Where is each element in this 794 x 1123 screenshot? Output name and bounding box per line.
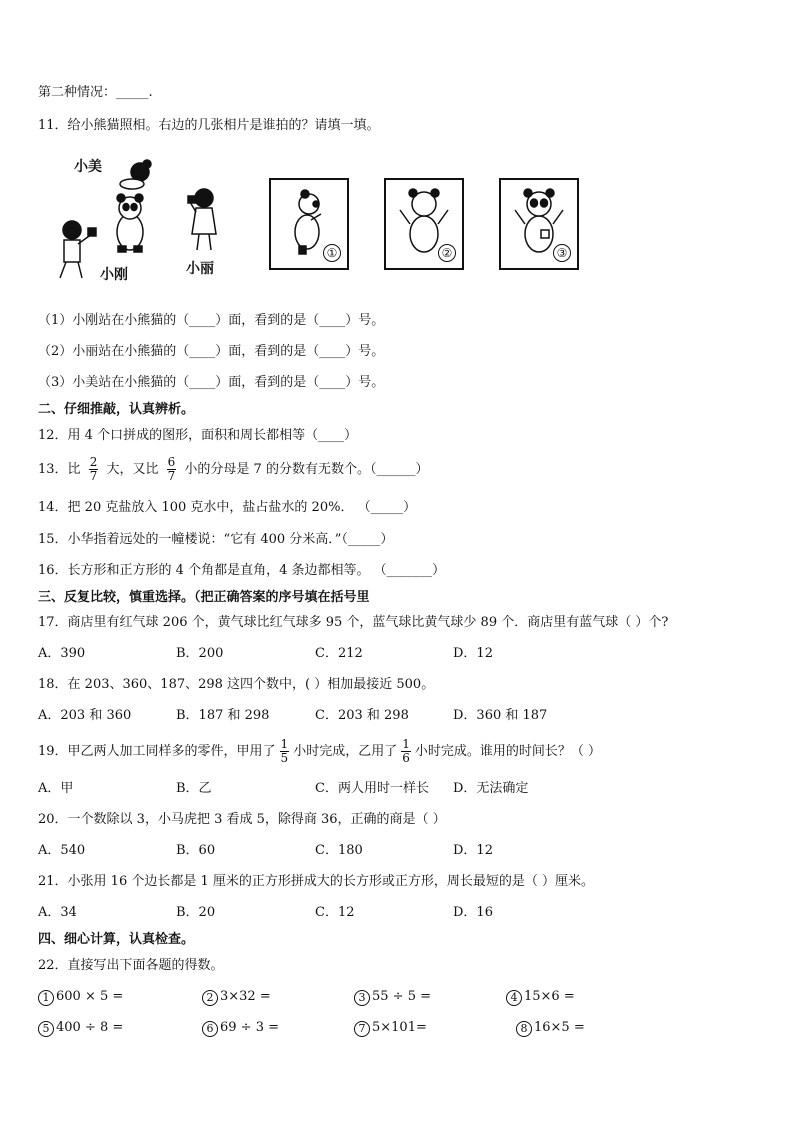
calc-expression-1: 600 × 5 =: [56, 989, 124, 1004]
q13-pre: 13．比: [38, 462, 81, 477]
question-18: 18．在 203、360、187、298 这四个数中，( ）相加最接近 500。: [38, 677, 435, 692]
q17-option-d[interactable]: D．12: [453, 646, 493, 661]
question-16: 16．长方形和正方形的 4 个角都是直角，4 条边都相等。 （_______）: [38, 563, 446, 578]
q21-option-a[interactable]: A．34: [38, 905, 77, 920]
question-20: 20．一个数除以 3，小马虎把 3 看成 5，除得商 36，正确的商是（ ）: [38, 812, 446, 827]
q19-post: 小时完成。谁用的时间长？（ ）: [414, 744, 601, 759]
photo-number-1: ①: [323, 244, 341, 262]
q21-option-b[interactable]: B．20: [176, 905, 216, 920]
previous-question-tail: 第二种情况：_____.: [38, 85, 153, 100]
question-21: 21．小张用 16 个边长都是 1 厘米的正方形拼成大的长方形或正方形，周长最短的是（ ）厘米。: [38, 874, 595, 889]
q21-option-d[interactable]: D．16: [453, 905, 493, 920]
calc-number-7: 7: [354, 1021, 370, 1037]
calc-number-2: 2: [202, 990, 218, 1006]
xiaoli-figure: [188, 189, 216, 250]
calc-item-2: [202, 988, 271, 1006]
calc-item-3: [354, 988, 431, 1006]
q18-option-d[interactable]: D．360 和 187: [453, 708, 548, 723]
calc-number-1: 1: [38, 990, 54, 1006]
q20-option-b[interactable]: B．60: [176, 843, 216, 858]
calc-item-8: [516, 1019, 585, 1037]
q18-option-b[interactable]: B．187 和 298: [176, 708, 270, 723]
name-label-xiaomei: 小美: [74, 159, 102, 175]
calc-item-1: [38, 988, 123, 1006]
calc-item-4: [506, 988, 575, 1006]
q17-option-a[interactable]: A．390: [38, 646, 86, 661]
q19-option-b[interactable]: B．乙: [176, 781, 212, 796]
q18-option-c[interactable]: C．203 和 298: [315, 708, 409, 723]
calc-number-3: 3: [354, 990, 370, 1006]
section-heading-4: 四、细心计算，认真检查。: [38, 932, 195, 947]
q19-option-c[interactable]: C．两人用时一样长: [315, 781, 429, 796]
q20-option-c[interactable]: C．180: [315, 843, 363, 858]
photo-frame-1: [269, 178, 349, 270]
xiaomei-figure: [120, 160, 151, 189]
photo-frame-3: [499, 178, 579, 270]
q19-fraction-2: $\frac{1}{6}$: [402, 737, 410, 765]
calc-number-6: 6: [202, 1021, 218, 1037]
q20-option-a[interactable]: A．540: [38, 843, 86, 858]
calc-number-4: 4: [506, 990, 522, 1006]
question-11-sub-1: （1）小刚站在小熊猫的（____）面，看到的是（____）号。: [38, 313, 385, 328]
q13-fraction-2: $\frac{6}{7}$: [167, 455, 176, 483]
center-panda-icon: [117, 194, 143, 252]
xiaogang-figure: [60, 221, 96, 278]
q13-post: 小的分母是 7 的分数有无数个。（______）: [184, 462, 429, 477]
q13-fraction-1: $\frac{2}{7}$: [89, 455, 98, 483]
calc-number-8: 8: [516, 1021, 532, 1037]
question-19: [38, 735, 601, 769]
calc-expression-7: 5×101=: [372, 1020, 427, 1035]
section-heading-3: 三、反复比较，慎重选择。（把正确答案的序号填在括号里: [38, 590, 370, 605]
calc-item-7: [354, 1019, 427, 1037]
calc-expression-5: 400 ÷ 8 =: [56, 1020, 124, 1035]
q19-option-a[interactable]: A．甲: [38, 781, 74, 796]
calc-expression-8: 16×5 =: [534, 1020, 585, 1035]
calc-expression-3: 55 ÷ 5 =: [372, 989, 431, 1004]
question-14: 14．把 20 克盐放入 100 克水中，盐占盐水的 20%． （_____）: [38, 500, 417, 515]
calc-expression-6: 69 ÷ 3 =: [220, 1020, 279, 1035]
question-13: [38, 455, 428, 485]
q17-option-b[interactable]: B．200: [176, 646, 224, 661]
q19-pre: 19．甲乙两人加工同样多的零件，甲用了: [38, 744, 276, 759]
question-15: 15．小华指着远处的一幢楼说：“它有 400 分米高．”（_____）: [38, 532, 394, 547]
q18-option-a[interactable]: A．203 和 360: [38, 708, 132, 723]
calc-number-5: 5: [38, 1021, 54, 1037]
children-and-panda-drawing: [52, 150, 252, 295]
calc-expression-4: 15×6 =: [524, 989, 575, 1004]
q13-mid: 大，又比: [106, 462, 159, 477]
photo-number-3: ③: [553, 244, 571, 262]
q19-mid: 小时完成，乙用了: [293, 744, 398, 759]
q21-option-c[interactable]: C．12: [315, 905, 355, 920]
q19-fraction-1: $\frac{1}{5}$: [280, 737, 289, 765]
section-heading-2: 二、仔细推敲，认真辨析。: [38, 402, 195, 417]
question-11: 11．给小熊猫照相。右边的几张相片是谁拍的？请填一填。: [38, 118, 380, 133]
question-17: 17．商店里有红气球 206 个，黄气球比红气球多 95 个，蓝气球比黄气球少 89 个．商店里有蓝气球（ ）个?: [38, 615, 669, 630]
panda-photo-illustration: [52, 150, 592, 295]
photo-number-2: ②: [438, 244, 456, 262]
question-11-sub-2: （2）小丽站在小熊猫的（____）面，看到的是（____）号。: [38, 344, 385, 359]
question-22: 22．直接写出下面各题的得数。: [38, 958, 224, 973]
q17-option-c[interactable]: C．212: [315, 646, 363, 661]
q20-option-d[interactable]: D．12: [453, 843, 493, 858]
q19-option-d[interactable]: D．无法确定: [453, 781, 529, 796]
question-12: 12．用 4 个口拼成的图形，面积和周长都相等（____）: [38, 428, 358, 443]
question-11-sub-3: （3）小美站在小熊猫的（____）面，看到的是（____）号。: [38, 375, 385, 390]
photo-frame-2: [384, 178, 464, 270]
calc-expression-2: 3×32 =: [220, 989, 271, 1004]
calc-item-6: [202, 1019, 279, 1037]
name-label-xiaogang: 小刚: [100, 267, 128, 283]
calc-item-5: [38, 1019, 123, 1037]
name-label-xiaoli: 小丽: [186, 261, 214, 277]
